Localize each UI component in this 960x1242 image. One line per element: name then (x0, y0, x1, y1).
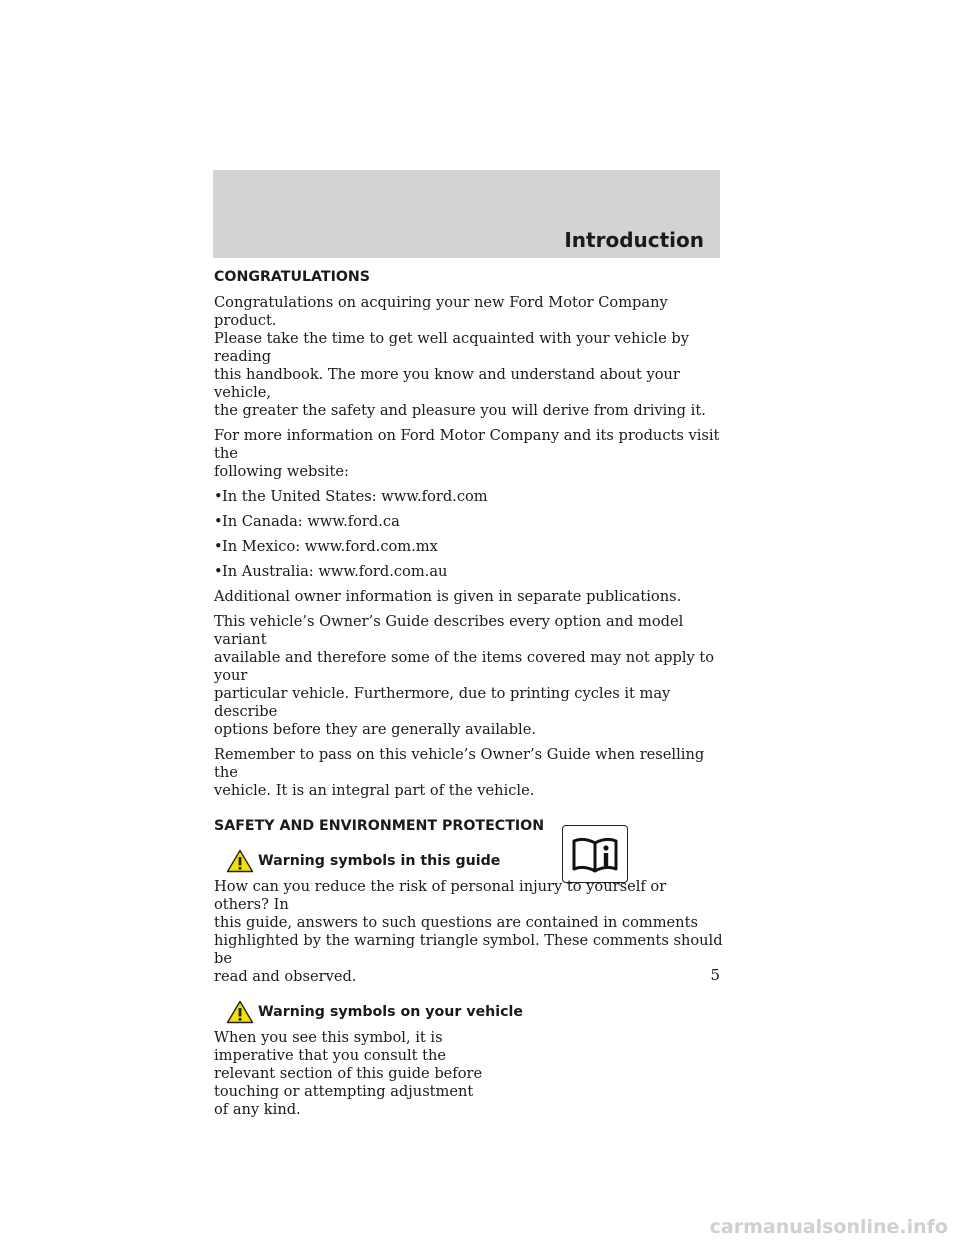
list-item: •In Mexico: www.ford.com.mx (214, 538, 438, 555)
open-book-info-icon (570, 833, 620, 875)
section-title: Introduction (564, 228, 704, 252)
header-band (213, 170, 720, 258)
warning-guide-row (214, 849, 724, 873)
page-content (214, 268, 724, 1126)
warning-triangle-icon (226, 849, 254, 873)
watermark: carmanualsonline.info (709, 1216, 948, 1238)
website-intro-paragraph: For more information on Ford Motor Company and its products visit the following website: (214, 427, 720, 480)
owner-manual-icon (562, 825, 628, 883)
page-number: 5 (710, 966, 720, 984)
warning-vehicle-row (214, 1000, 724, 1024)
list-item: •In Canada: www.ford.ca (214, 513, 400, 530)
list-item: •In Australia: www.ford.com.au (214, 563, 448, 580)
additional-info-paragraph: Additional owner information is given in separate publications. (214, 588, 682, 605)
safety-heading: SAFETY AND ENVIRONMENT PROTECTION (214, 818, 545, 834)
congratulations-heading: CONGRATULATIONS (214, 269, 371, 285)
warning-triangle-icon (226, 1000, 254, 1024)
warning-guide-paragraph: How can you reduce the risk of personal injury to yourself or others? In this guide, answers to such questions are contained in comments highlighted by the warning triangle symbol. These comments should be read and observed. (214, 878, 723, 985)
warning-vehicle-paragraph: When you see this symbol, it is imperative that you consult the relevant section of this guide before touching or attempting adjustment of any kind. (214, 1029, 483, 1118)
warning-vehicle-title: Warning symbols on your vehicle (258, 1004, 524, 1020)
warning-guide-title: Warning symbols in this guide (258, 853, 501, 869)
website-list (214, 488, 724, 581)
intro-paragraph: Congratulations on acquiring your new Ford Motor Company product. Please take the time to get well acquainted with your vehicle by reading this handbook. The more you know and understand about your vehicle, the greater the safety and pleasure you will derive from driving it. (214, 294, 706, 419)
owner-guide-paragraph: This vehicle’s Owner’s Guide describes every option and model variant available and therefore some of the items covered may not apply to your particular vehicle. Furthermore, due to printing cycles it may describe options before they are generally available. (214, 613, 715, 738)
list-item: •In the United States: www.ford.com (214, 488, 488, 505)
reselling-paragraph: Remember to pass on this vehicle’s Owner’s Guide when reselling the vehicle. It is an integral part of the vehicle. (214, 746, 705, 799)
